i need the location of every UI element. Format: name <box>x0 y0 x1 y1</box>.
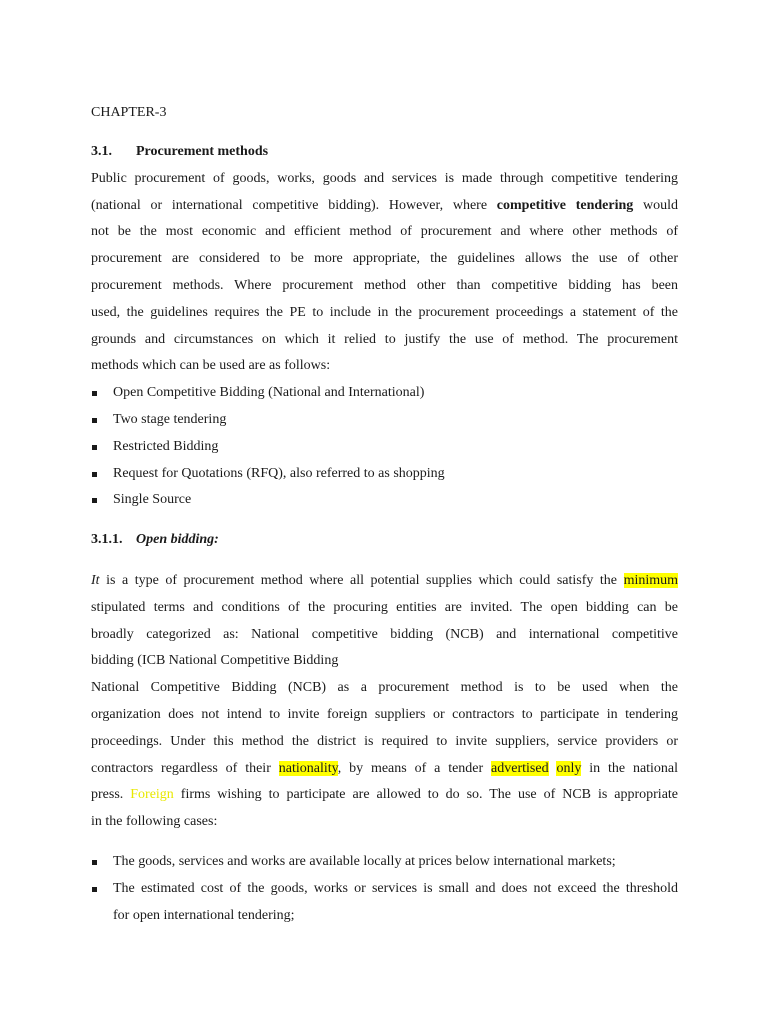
methods-list <box>91 380 678 514</box>
body-text: contractors regardless of their <box>91 760 271 776</box>
intro-line: used, the guidelines requires the PE to include in the procurement proceedings a statement of the <box>91 304 678 320</box>
list-item: Open Competitive Bidding (National and International) <box>91 380 678 407</box>
body-line: stipulated terms and conditions of the procuring entities are invited. The open bidding can be <box>91 599 678 615</box>
body-text: firms wishing to participate are allowed to do so. The use of NCB is appropriate <box>180 787 679 803</box>
body-line: organization does not intend to invite foreign suppliers or contractors to participate in tendering <box>91 706 678 722</box>
body-line <box>91 756 678 783</box>
intro-paragraph <box>91 166 678 380</box>
document-page <box>91 100 678 929</box>
case-line: The estimated cost of the goods, works or services is small and does not exceed the threshold <box>113 880 678 896</box>
highlighted-word: minimum <box>623 572 679 588</box>
highlighted-word: advertised <box>491 760 549 776</box>
intro-line: not be the most economic and efficient method of procurement and where other methods of <box>91 224 678 240</box>
open-bidding-paragraph-1 <box>91 568 678 675</box>
list-item: Two stage tendering <box>91 407 678 434</box>
list-item <box>91 876 678 930</box>
cases-list <box>91 849 678 929</box>
intro-line: grounds and circumstances on which it relied to justify the use of method. The procurement <box>91 331 678 347</box>
body-line: bidding (ICB National Competitive Bidding <box>91 653 339 669</box>
case-line: for open international tendering; <box>113 907 295 923</box>
section-number: 3.1. <box>91 144 112 159</box>
yellow-word: Foreign <box>130 787 174 803</box>
section-title: Procurement methods <box>136 144 269 159</box>
body-line <box>91 568 678 595</box>
chapter-title: CHAPTER-3 <box>91 105 167 120</box>
body-text: press. <box>91 787 124 803</box>
bold-term: competitive tendering <box>496 197 634 213</box>
body-text: is a type of procurement method where all potential supplies which could satisfy the <box>106 572 618 588</box>
subsection-number: 3.1.1. <box>91 532 123 548</box>
list-item: Restricted Bidding <box>91 434 678 461</box>
intro-text: (national or international competitive bidding). However, where <box>91 197 488 213</box>
body-line: National Competitive Bidding (NCB) as a procurement method is to be used when the <box>91 680 678 696</box>
intro-line: methods which can be used are as follows: <box>91 358 331 374</box>
intro-line: Public procurement of goods, works, goods and services is made through competitive tendering <box>91 170 678 186</box>
body-line <box>91 782 678 809</box>
body-text: in the national <box>589 760 679 776</box>
spacer <box>91 836 678 849</box>
intro-line: procurement are considered to be more appropriate, the guidelines allows the use of other <box>91 251 678 267</box>
list-item: Single Source <box>91 487 678 514</box>
intro-line: procurement methods. Where procurement method other than competitive bidding has been <box>91 277 678 293</box>
list-item: Request for Quotations (RFQ), also referred to as shopping <box>91 461 678 488</box>
intro-line <box>91 193 678 220</box>
body-text: , by means of a tender <box>337 760 484 776</box>
case-line: The goods, services and works are available locally at prices below international markets; <box>113 853 616 869</box>
open-bidding-paragraph-2 <box>91 675 678 836</box>
subsection-title: Open bidding: <box>136 532 219 548</box>
list-item <box>91 849 678 876</box>
section-heading <box>91 139 678 166</box>
body-line: proceedings. Under this method the district is required to invite suppliers, service providers or <box>91 733 678 749</box>
subsection-heading <box>91 527 678 554</box>
highlighted-word: nationality <box>278 760 338 776</box>
intro-text: would <box>643 197 679 213</box>
body-line: in the following cases: <box>91 814 218 830</box>
highlighted-word: only <box>556 760 582 776</box>
body-line: broadly categorized as: National competitive bidding (NCB) and international competitive <box>91 626 678 642</box>
italic-word: It <box>91 572 100 588</box>
